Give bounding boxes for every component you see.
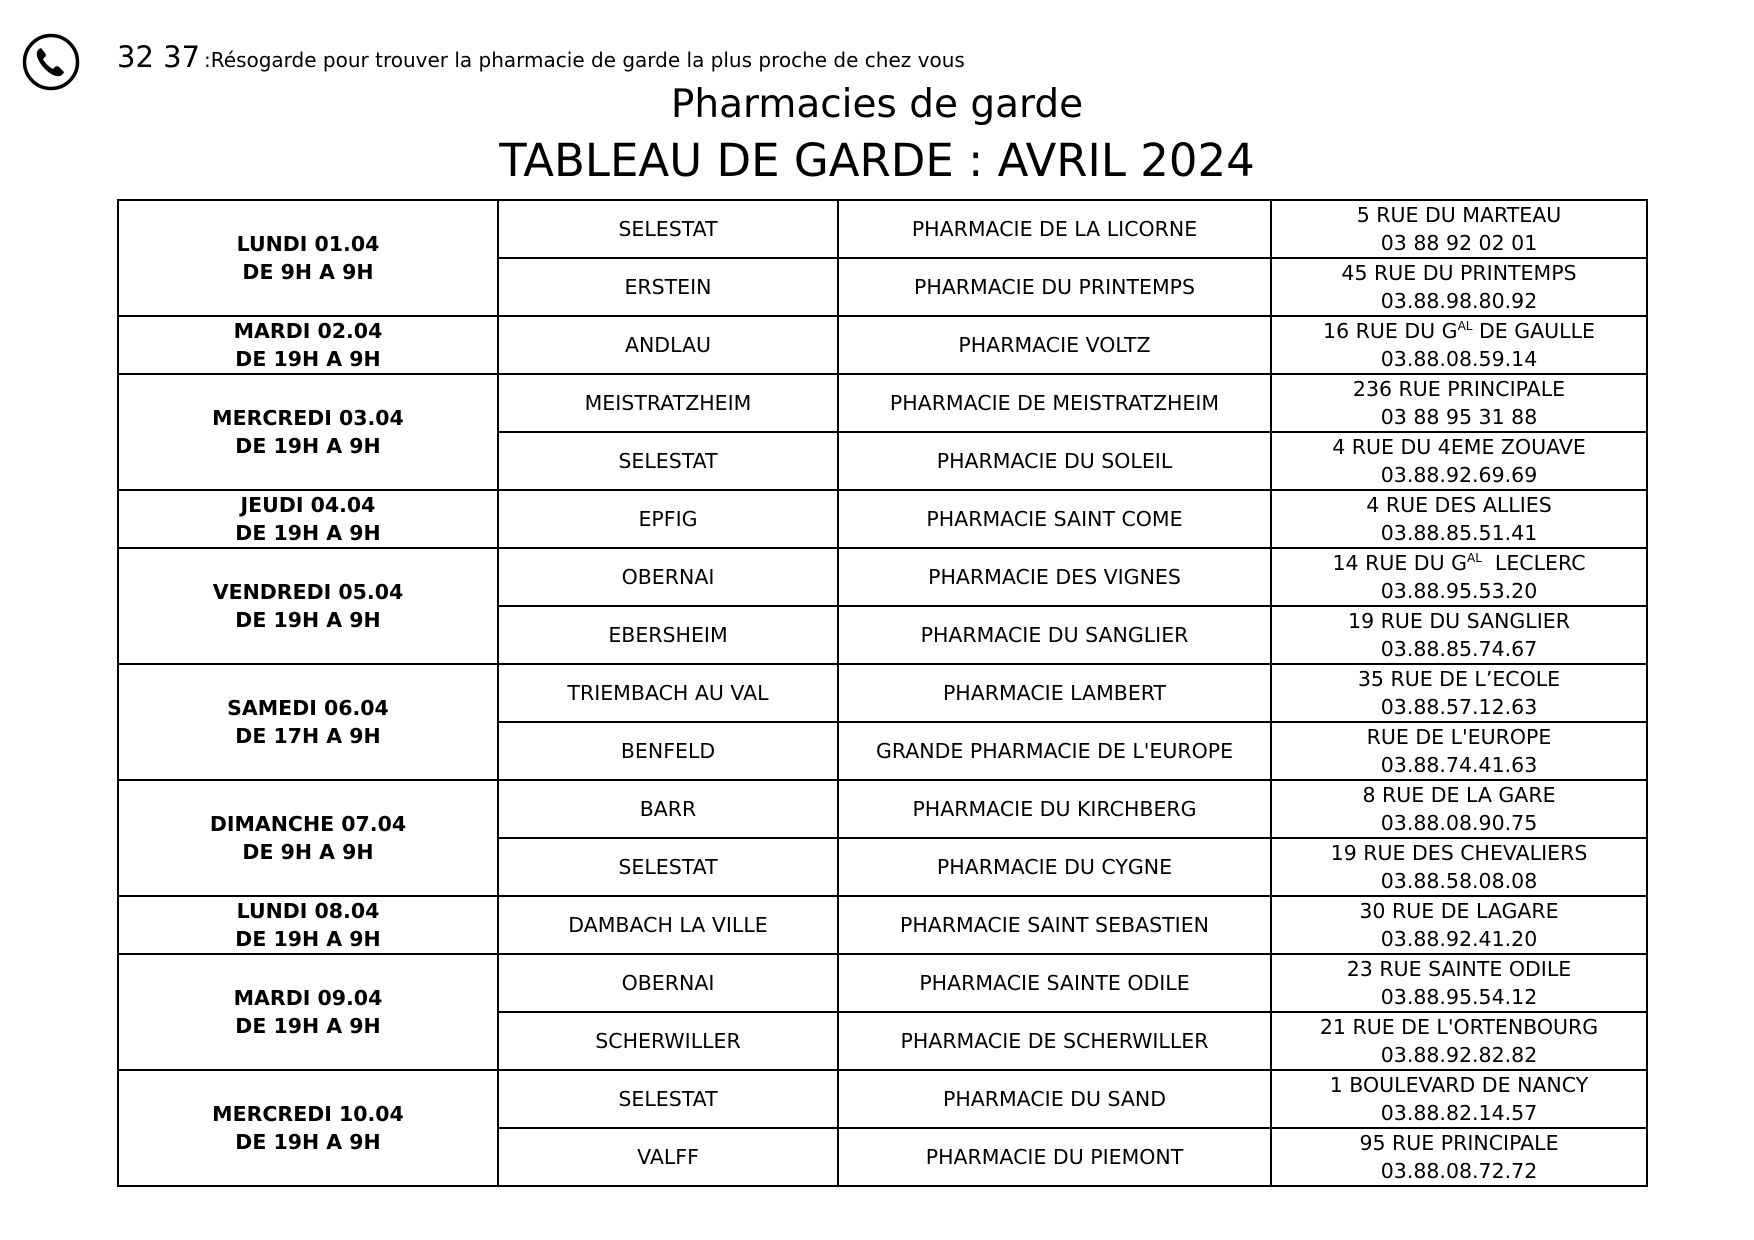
pharmacy-name-cell: PHARMACIE SAINTE ODILE bbox=[838, 954, 1271, 1012]
pharmacy-name-cell: PHARMACIE DE LA LICORNE bbox=[838, 200, 1271, 258]
phone-number: 03.88.08.72.72 bbox=[1380, 1159, 1538, 1183]
pharmacy-name-cell: PHARMACIE DE SCHERWILLER bbox=[838, 1012, 1271, 1070]
hotline-text: :Résogarde pour trouver la pharmacie de garde la plus proche de chez vous bbox=[204, 48, 965, 72]
city-cell: BARR bbox=[498, 780, 838, 838]
day-label: SAMEDI 06.04 bbox=[227, 696, 389, 720]
address-cell bbox=[1271, 1070, 1647, 1128]
pharmacy-name-cell: PHARMACIE DU PIEMONT bbox=[838, 1128, 1271, 1186]
day-cell bbox=[118, 548, 498, 664]
day-label: MERCREDI 10.04 bbox=[212, 1102, 404, 1126]
street-address bbox=[1272, 317, 1646, 345]
day-cell bbox=[118, 896, 498, 954]
street-address: 95 RUE PRINCIPALE bbox=[1359, 1131, 1559, 1155]
street-address: 45 RUE DU PRINTEMPS bbox=[1341, 261, 1577, 285]
table-row bbox=[118, 490, 1647, 548]
address-cell bbox=[1271, 432, 1647, 490]
address-cell bbox=[1271, 200, 1647, 258]
pharmacy-name-cell: PHARMACIE SAINT SEBASTIEN bbox=[838, 896, 1271, 954]
table-row bbox=[118, 780, 1647, 838]
address-cell bbox=[1271, 780, 1647, 838]
street-address-part: 14 RUE DU G bbox=[1332, 551, 1467, 575]
city-cell: MEISTRATZHEIM bbox=[498, 374, 838, 432]
duty-table-body bbox=[118, 200, 1647, 1186]
pharmacy-name-cell: PHARMACIE DU SAND bbox=[838, 1070, 1271, 1128]
phone-number: 03.88.08.90.75 bbox=[1380, 811, 1538, 835]
pharmacy-name-cell: PHARMACIE LAMBERT bbox=[838, 664, 1271, 722]
street-address: RUE DE L'EUROPE bbox=[1366, 725, 1552, 749]
day-hours: DE 9H A 9H bbox=[242, 840, 374, 864]
day-hours: DE 17H A 9H bbox=[235, 724, 381, 748]
phone-number: 03.88.57.12.63 bbox=[1380, 695, 1538, 719]
phone-number: 03.88.82.14.57 bbox=[1380, 1101, 1538, 1125]
duty-table bbox=[117, 199, 1648, 1187]
phone-number: 03.88.95.53.20 bbox=[1380, 579, 1538, 603]
phone-number: 03.88.85.51.41 bbox=[1380, 521, 1538, 545]
address-cell bbox=[1271, 722, 1647, 780]
address-cell bbox=[1271, 548, 1647, 606]
city-cell: EBERSHEIM bbox=[498, 606, 838, 664]
street-address: 236 RUE PRINCIPALE bbox=[1352, 377, 1566, 401]
table-row bbox=[118, 954, 1647, 1012]
pharmacy-name-cell: PHARMACIE DU SANGLIER bbox=[838, 606, 1271, 664]
city-cell: BENFELD bbox=[498, 722, 838, 780]
table-row bbox=[118, 896, 1647, 954]
page-title: Pharmacies de garde bbox=[670, 82, 1084, 127]
day-hours: DE 19H A 9H bbox=[235, 347, 381, 371]
day-cell bbox=[118, 1070, 498, 1186]
page-subtitle: TABLEAU DE GARDE : AVRIL 2024 bbox=[499, 134, 1255, 187]
city-cell: SELESTAT bbox=[498, 838, 838, 896]
address-cell bbox=[1271, 258, 1647, 316]
day-label: VENDREDI 05.04 bbox=[212, 580, 404, 604]
hotline-number: 32 37 bbox=[117, 40, 201, 74]
city-cell: SELESTAT bbox=[498, 432, 838, 490]
street-address: 19 RUE DU SANGLIER bbox=[1348, 609, 1570, 633]
phone-number: 03.88.92.41.20 bbox=[1380, 927, 1538, 951]
day-hours: DE 19H A 9H bbox=[235, 1130, 381, 1154]
day-label: MARDI 09.04 bbox=[233, 986, 383, 1010]
day-cell bbox=[118, 490, 498, 548]
phone-number: 03.88.92.82.82 bbox=[1380, 1043, 1538, 1067]
day-cell bbox=[118, 200, 498, 316]
day-hours: DE 19H A 9H bbox=[235, 434, 381, 458]
pharmacy-name-cell: PHARMACIE DU PRINTEMPS bbox=[838, 258, 1271, 316]
day-hours: DE 19H A 9H bbox=[235, 521, 381, 545]
day-label: LUNDI 08.04 bbox=[236, 899, 380, 923]
city-cell: OBERNAI bbox=[498, 954, 838, 1012]
address-cell bbox=[1271, 606, 1647, 664]
phone-number: 03.88.08.59.14 bbox=[1380, 347, 1538, 371]
hotline-info bbox=[117, 40, 965, 74]
address-cell bbox=[1271, 954, 1647, 1012]
street-address: 4 RUE DU 4EME ZOUAVE bbox=[1332, 435, 1586, 459]
street-address-part: LECLERC bbox=[1481, 551, 1586, 575]
day-hours: DE 19H A 9H bbox=[235, 608, 381, 632]
city-cell: ANDLAU bbox=[498, 316, 838, 374]
day-hours: DE 19H A 9H bbox=[235, 927, 381, 951]
day-label: LUNDI 01.04 bbox=[236, 232, 380, 256]
pharmacy-name-cell: PHARMACIE VOLTZ bbox=[838, 316, 1271, 374]
day-cell bbox=[118, 374, 498, 490]
table-row bbox=[118, 1070, 1647, 1128]
day-cell bbox=[118, 780, 498, 896]
day-label: DIMANCHE 07.04 bbox=[209, 812, 407, 836]
street-address: 19 RUE DES CHEVALIERS bbox=[1330, 841, 1588, 865]
phone-number: 03.88.92.69.69 bbox=[1380, 463, 1538, 487]
street-address: 35 RUE DE L’ECOLE bbox=[1357, 667, 1561, 691]
day-cell bbox=[118, 316, 498, 374]
street-address bbox=[1272, 549, 1646, 577]
phone-number: 03.88.74.41.63 bbox=[1380, 753, 1538, 777]
street-address: 4 RUE DES ALLIES bbox=[1366, 493, 1552, 517]
day-cell bbox=[118, 954, 498, 1070]
day-label: MERCREDI 03.04 bbox=[212, 406, 404, 430]
city-cell: OBERNAI bbox=[498, 548, 838, 606]
city-cell: EPFIG bbox=[498, 490, 838, 548]
address-cell bbox=[1271, 896, 1647, 954]
phone-number: 03.88.95.54.12 bbox=[1380, 985, 1538, 1009]
street-address: 8 RUE DE LA GARE bbox=[1362, 783, 1556, 807]
phone-number: 03.88.98.80.92 bbox=[1380, 289, 1538, 313]
day-label: MARDI 02.04 bbox=[233, 319, 383, 343]
phone-number: 03 88 95 31 88 bbox=[1380, 405, 1538, 429]
phone-number: 03 88 92 02 01 bbox=[1380, 231, 1538, 255]
address-cell bbox=[1271, 490, 1647, 548]
street-address: 5 RUE DU MARTEAU bbox=[1356, 203, 1562, 227]
address-cell bbox=[1271, 664, 1647, 722]
pharmacy-name-cell: PHARMACIE DES VIGNES bbox=[838, 548, 1271, 606]
street-address: 30 RUE DE LAGARE bbox=[1359, 899, 1559, 923]
street-address: 21 RUE DE L'ORTENBOURG bbox=[1319, 1015, 1599, 1039]
street-address: 23 RUE SAINTE ODILE bbox=[1346, 957, 1572, 981]
table-row bbox=[118, 316, 1647, 374]
city-cell: DAMBACH LA VILLE bbox=[498, 896, 838, 954]
table-row bbox=[118, 200, 1647, 258]
pharmacy-name-cell: PHARMACIE DU CYGNE bbox=[838, 838, 1271, 896]
pharmacy-name-cell: PHARMACIE SAINT COME bbox=[838, 490, 1271, 548]
address-cell bbox=[1271, 1012, 1647, 1070]
day-label: JEUDI 04.04 bbox=[240, 493, 376, 517]
phone-number: 03.88.58.08.08 bbox=[1380, 869, 1538, 893]
city-cell: SELESTAT bbox=[498, 1070, 838, 1128]
city-cell: TRIEMBACH AU VAL bbox=[498, 664, 838, 722]
address-cell bbox=[1271, 374, 1647, 432]
address-cell bbox=[1271, 1128, 1647, 1186]
street-address-superscript: AL bbox=[1466, 551, 1482, 566]
pharmacy-name-cell: GRANDE PHARMACIE DE L'EUROPE bbox=[838, 722, 1271, 780]
pharmacy-name-cell: PHARMACIE DU SOLEIL bbox=[838, 432, 1271, 490]
street-address-part: 16 RUE DU G bbox=[1323, 319, 1458, 343]
city-cell: ERSTEIN bbox=[498, 258, 838, 316]
city-cell: SCHERWILLER bbox=[498, 1012, 838, 1070]
table-row bbox=[118, 664, 1647, 722]
city-cell: SELESTAT bbox=[498, 200, 838, 258]
phone-number: 03.88.85.74.67 bbox=[1380, 637, 1538, 661]
city-cell: VALFF bbox=[498, 1128, 838, 1186]
address-cell bbox=[1271, 316, 1647, 374]
address-cell bbox=[1271, 838, 1647, 896]
table-row bbox=[118, 548, 1647, 606]
pharmacy-name-cell: PHARMACIE DU KIRCHBERG bbox=[838, 780, 1271, 838]
street-address: 1 BOULEVARD DE NANCY bbox=[1329, 1073, 1589, 1097]
day-hours: DE 19H A 9H bbox=[235, 1014, 381, 1038]
table-row bbox=[118, 374, 1647, 432]
pharmacy-name-cell: PHARMACIE DE MEISTRATZHEIM bbox=[838, 374, 1271, 432]
street-address-superscript: AL bbox=[1457, 319, 1473, 334]
street-address-part: DE GAULLE bbox=[1472, 319, 1595, 343]
day-cell bbox=[118, 664, 498, 780]
day-hours: DE 9H A 9H bbox=[242, 260, 374, 284]
